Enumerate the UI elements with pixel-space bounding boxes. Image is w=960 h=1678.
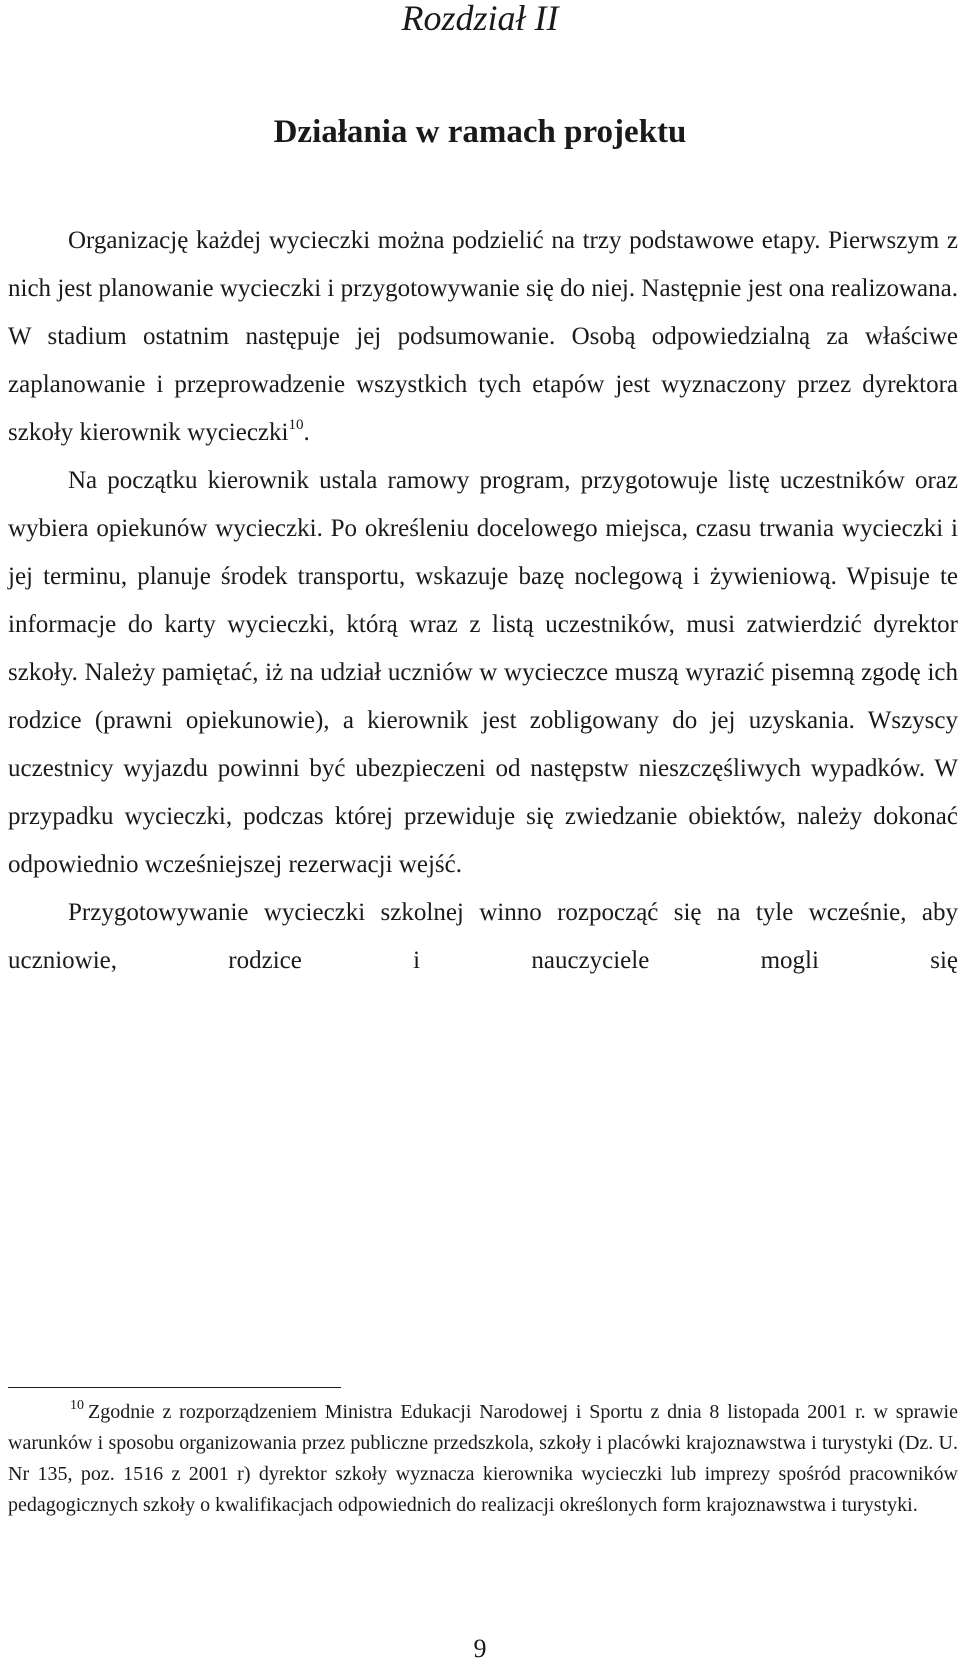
- section-title: Działania w ramach projektu: [273, 114, 687, 150]
- footnote-reference[interactable]: 10: [288, 417, 304, 433]
- footnote-mark: 10: [70, 1398, 84, 1413]
- footnote-text: Zgodnie z rozporządzeniem Ministra Edukacji Narodowej i Sportu z dnia 8 listopada 2001 r. w sprawie warunków i sposobu organizowania przez publiczne przedszkola, szkoły i placówki krajoznawstwa i turystyki (Dz. U. Nr 135, poz. 1516 z 2001 r) dyrektor szkoły wyznacza kierownika wycieczki lub imprezy spośród pracowników pedagogicznych szkoły o kwalifikacjach odpowiednich do realizacji określonych form krajoznawstwa i turystyki.: [8, 1401, 958, 1516]
- paragraph-1-text: Organizację każdej wycieczki można podzielić na trzy podstawowe etapy. Pierwszym z nich jest planowanie wycieczki i przygotowywanie się do niej. Następnie jest ona realizowana. W stadium ostatnim następuje jej podsumowanie. Osobą odpowiedzialną za właściwe zaplanowanie i przeprowadzenie wszystkich tych etapów jest wyznaczony przez dyrektora szkoły kierownik wycieczki: [8, 227, 958, 446]
- body-text: [8, 217, 958, 985]
- footnote: [8, 1397, 958, 1521]
- footnote-separator: [8, 1387, 341, 1388]
- chapter-heading: Rozdział II: [401, 0, 559, 38]
- page-number: 9: [473, 1634, 487, 1663]
- paragraph-1-end: .: [303, 419, 310, 446]
- paragraph-1: [8, 217, 958, 457]
- paragraph-3: Przygotowywanie wycieczki szkolnej winno rozpocząć się na tyle wcześnie, aby uczniowie, rodzice i nauczyciele mogli się: [8, 899, 958, 974]
- paragraph-2: Na początku kierownik ustala ramowy program, przygotowuje listę uczestników oraz wybiera opiekunów wycieczki. Po określeniu docelowego miejsca, czasu trwania wycieczki i jej terminu, planuje środek transportu, wskazuje bazę noclegową i żywieniową. Wpisuje te informacje do karty wycieczki, którą wraz z listą uczestników, musi zatwierdzić dyrektor szkoły. Należy pamiętać, iż na udział uczniów w wycieczce muszą wyrazić pisemną zgodę ich rodzice (prawni opiekunowie), a kierownik jest zobligowany do jej uzyskania. Wszyscy uczestnicy wyjazdu powinni być ubezpieczeni od następstw nieszczęśliwych wypadków. W przypadku wycieczki, podczas której przewiduje się zwiedzanie obiektów, należy dokonać odpowiednio wcześniejszej rezerwacji wejść.: [8, 467, 958, 878]
